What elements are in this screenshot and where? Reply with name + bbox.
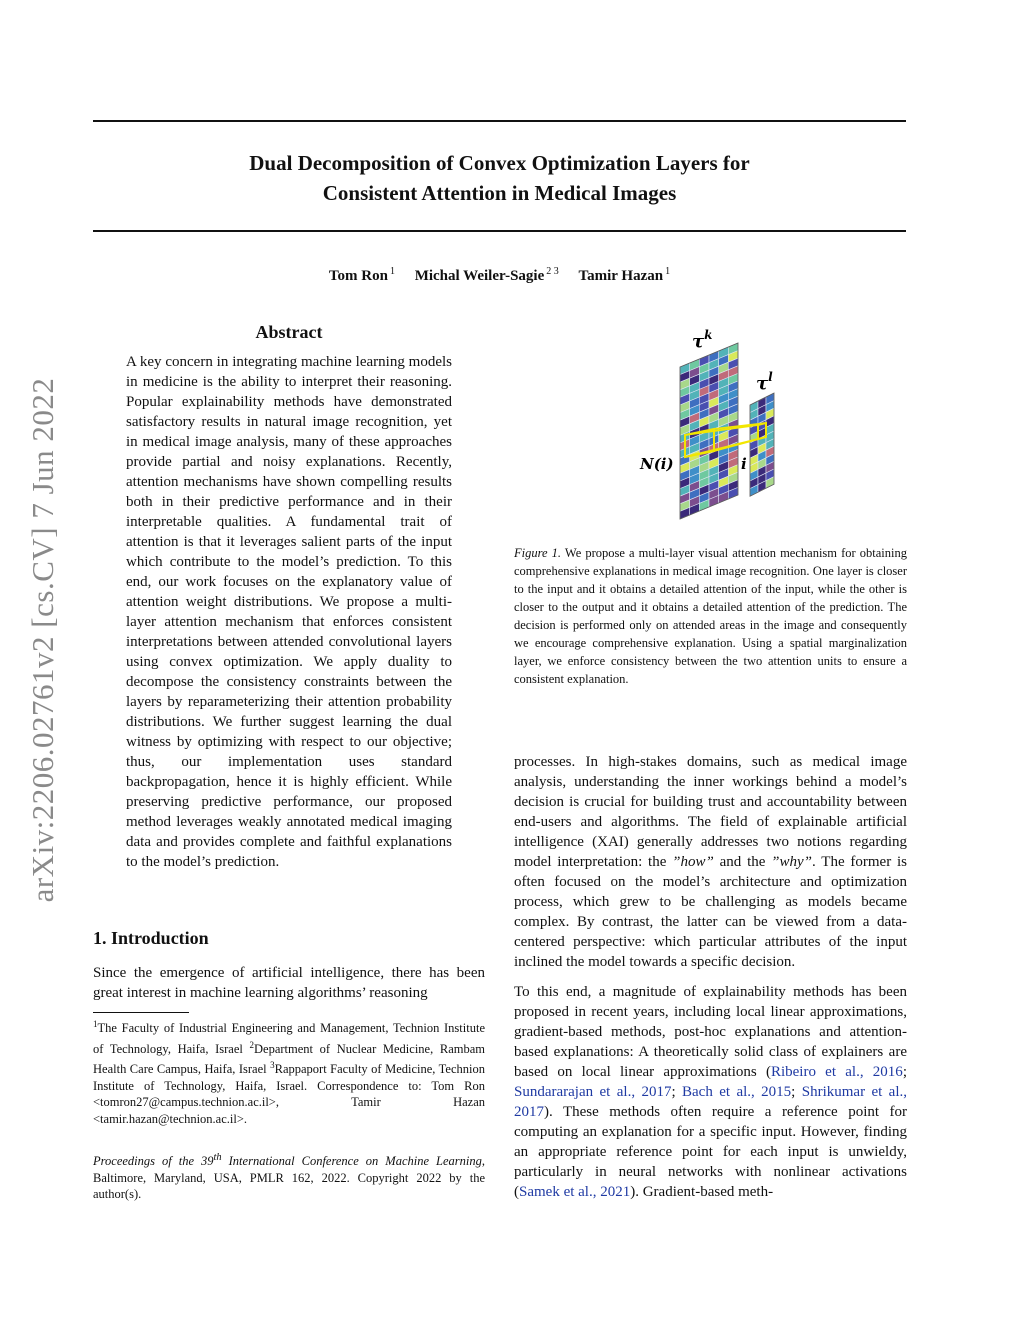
introduction-paragraph-2: To this end, a magnitude of explainability methods has been proposed in recent years, including local linear approximations, gradient-based methods, post-hoc explanations and attention-based explanations: A theoretically solid class of explainers are based on local linear approximations (Ribeiro et al., 2016; Sundararajan et al., 2017; Bach et al., 2015; Shrikumar et al., 2017). These methods often require a reference point for computing an explanation for a specific input. However, finding an appropriate reference point for each input is unwieldy, particularly in neural networks with nonlinear activations (Samek et al., 2021). Gradient-based meth- (514, 984, 907, 1200)
affiliation-footnote: $^1$The Faculty of Industrial Engineering and Management, Technion Institute of Technology, Haifa, Israel $^2$Department of Nuclear Medicine, Rambam Health Care Campus, Haifa, Israel $^3$Rappaport Faculty of Medicine, Technion Institute of Technology, Haifa, Israel. Correspondence to: Tom Ron <tomron27@campus.technion.ac.il>, Tamir Hazan <tamir.hazan@technion.ac.il>. (93, 1019, 486, 1126)
title-rule-top (93, 120, 906, 122)
label-tau-k: $\tau^k$ (692, 328, 713, 352)
arxiv-stamp-text: arXiv:2206.02761v2 [cs.CV] 7 Jun 2022 (25, 377, 60, 903)
label-tau-l: $\tau^l$ (756, 370, 773, 394)
label-neighborhood: N(i) (640, 455, 674, 473)
proceedings-note: Proceedings of the 39th International Conference on Machine Learning, Baltimore, Maryland, USA, PMLR 162, 2022. Copyright 2022 by the author(s). (93, 1152, 485, 1202)
citation-link[interactable]: Sundararajan et al., 2017 (514, 1084, 672, 1100)
figure-caption: Figure 1. We propose a multi-layer visual attention mechanism for obtaining comprehensive explanations in medical image recognition. One layer is closer to the input and it obtains a detailed attention of the input, while the other is closer to the output and it obtains a detailed attention of the prediction. The decision is performed only on attended areas in the image and consequently we encourage comprehensive explanation. Using a spatial marginalization layer, we enforce consistency between the two attention units to ensure a consistent explanation. (514, 546, 907, 686)
label-unit-i: i (741, 455, 747, 473)
author-list (93, 266, 906, 285)
citation-link[interactable]: Samek et al., 2021 (519, 1184, 631, 1200)
citation-link[interactable]: Ribeiro et al., 2016 (770, 1064, 903, 1080)
footnote-rule (93, 1012, 189, 1013)
introduction-heading: 1. Introduction (93, 928, 209, 948)
author-3: Tamir Hazan $^1$ (578, 266, 671, 284)
introduction-paragraph-1: processes. In high-stakes domains, such as medical image analysis, understanding the inner workings behind a model’s decision is crucial for building trust and accountability between end-users and algorithms. The field of explainable artificial intelligence (XAI) generally addresses two notions regarding model interpretation: the ”how” and the ”why”. The former is often focused on the model’s architecture and optimization process, which grew to be challenging as models became complex. By contrast, the latter can be viewed from a data-centered perspective: which particular attributes of the input inclined the model towards a specific decision. (514, 754, 907, 970)
citation-link[interactable]: Bach et al., 2015 (682, 1084, 792, 1100)
title-line-1: Dual Decomposition of Convex Optimization Layers for (249, 151, 750, 175)
paper-title (93, 148, 906, 208)
title-line-2: Consistent Attention in Medical Images (322, 181, 677, 205)
author-2: Michal Weiler-Sagie $^{2 3}$ (414, 266, 559, 284)
title-rule-bottom (93, 230, 906, 232)
abstract-text: A key concern in integrating machine learning models in medicine is the ability to interpret their reasoning. Popular explainability methods have demonstrated satisfactory results in natural image recognition, yet in medical image analysis, many of these approaches provide partial and noisy explanations. Recently, attention mechanisms have shown compelling results both in their predictive performance and in their interpretable qualities. A fundamental trait of attention is that it leverages salient parts of the input which contribute to the model’s prediction. To this end, our work focuses on the explanatory value of attention weight distributions. We propose a multi-layer attention mechanism that enforces consistent interpretations between attended convolutional layers using convex optimization. We apply duality to decompose the consistency constraints between the layers by reparameterizing their attention probability distributions. We further suggest learning the dual witness by optimizing with respect to our objective; thus, our implementation uses standard backpropagation, hence it is highly efficient. While preserving predictive performance, our proposed method leverages weakly annotated medical imaging data and provides complete and faithful explanations to the model’s prediction. (126, 354, 452, 870)
abstract-heading: Abstract (255, 322, 323, 342)
attention-grid-tau-l (750, 393, 774, 496)
introduction-text-left: Since the emergence of artificial intelligence, there has been great interest in machine learning algorithms’ reasoning (93, 965, 485, 1001)
author-1: Tom Ron $^1$ (328, 266, 395, 284)
figure-attention-diagram (630, 325, 830, 525)
citation-link[interactable]: Shrikumar et al., 2017 (514, 1084, 907, 1120)
